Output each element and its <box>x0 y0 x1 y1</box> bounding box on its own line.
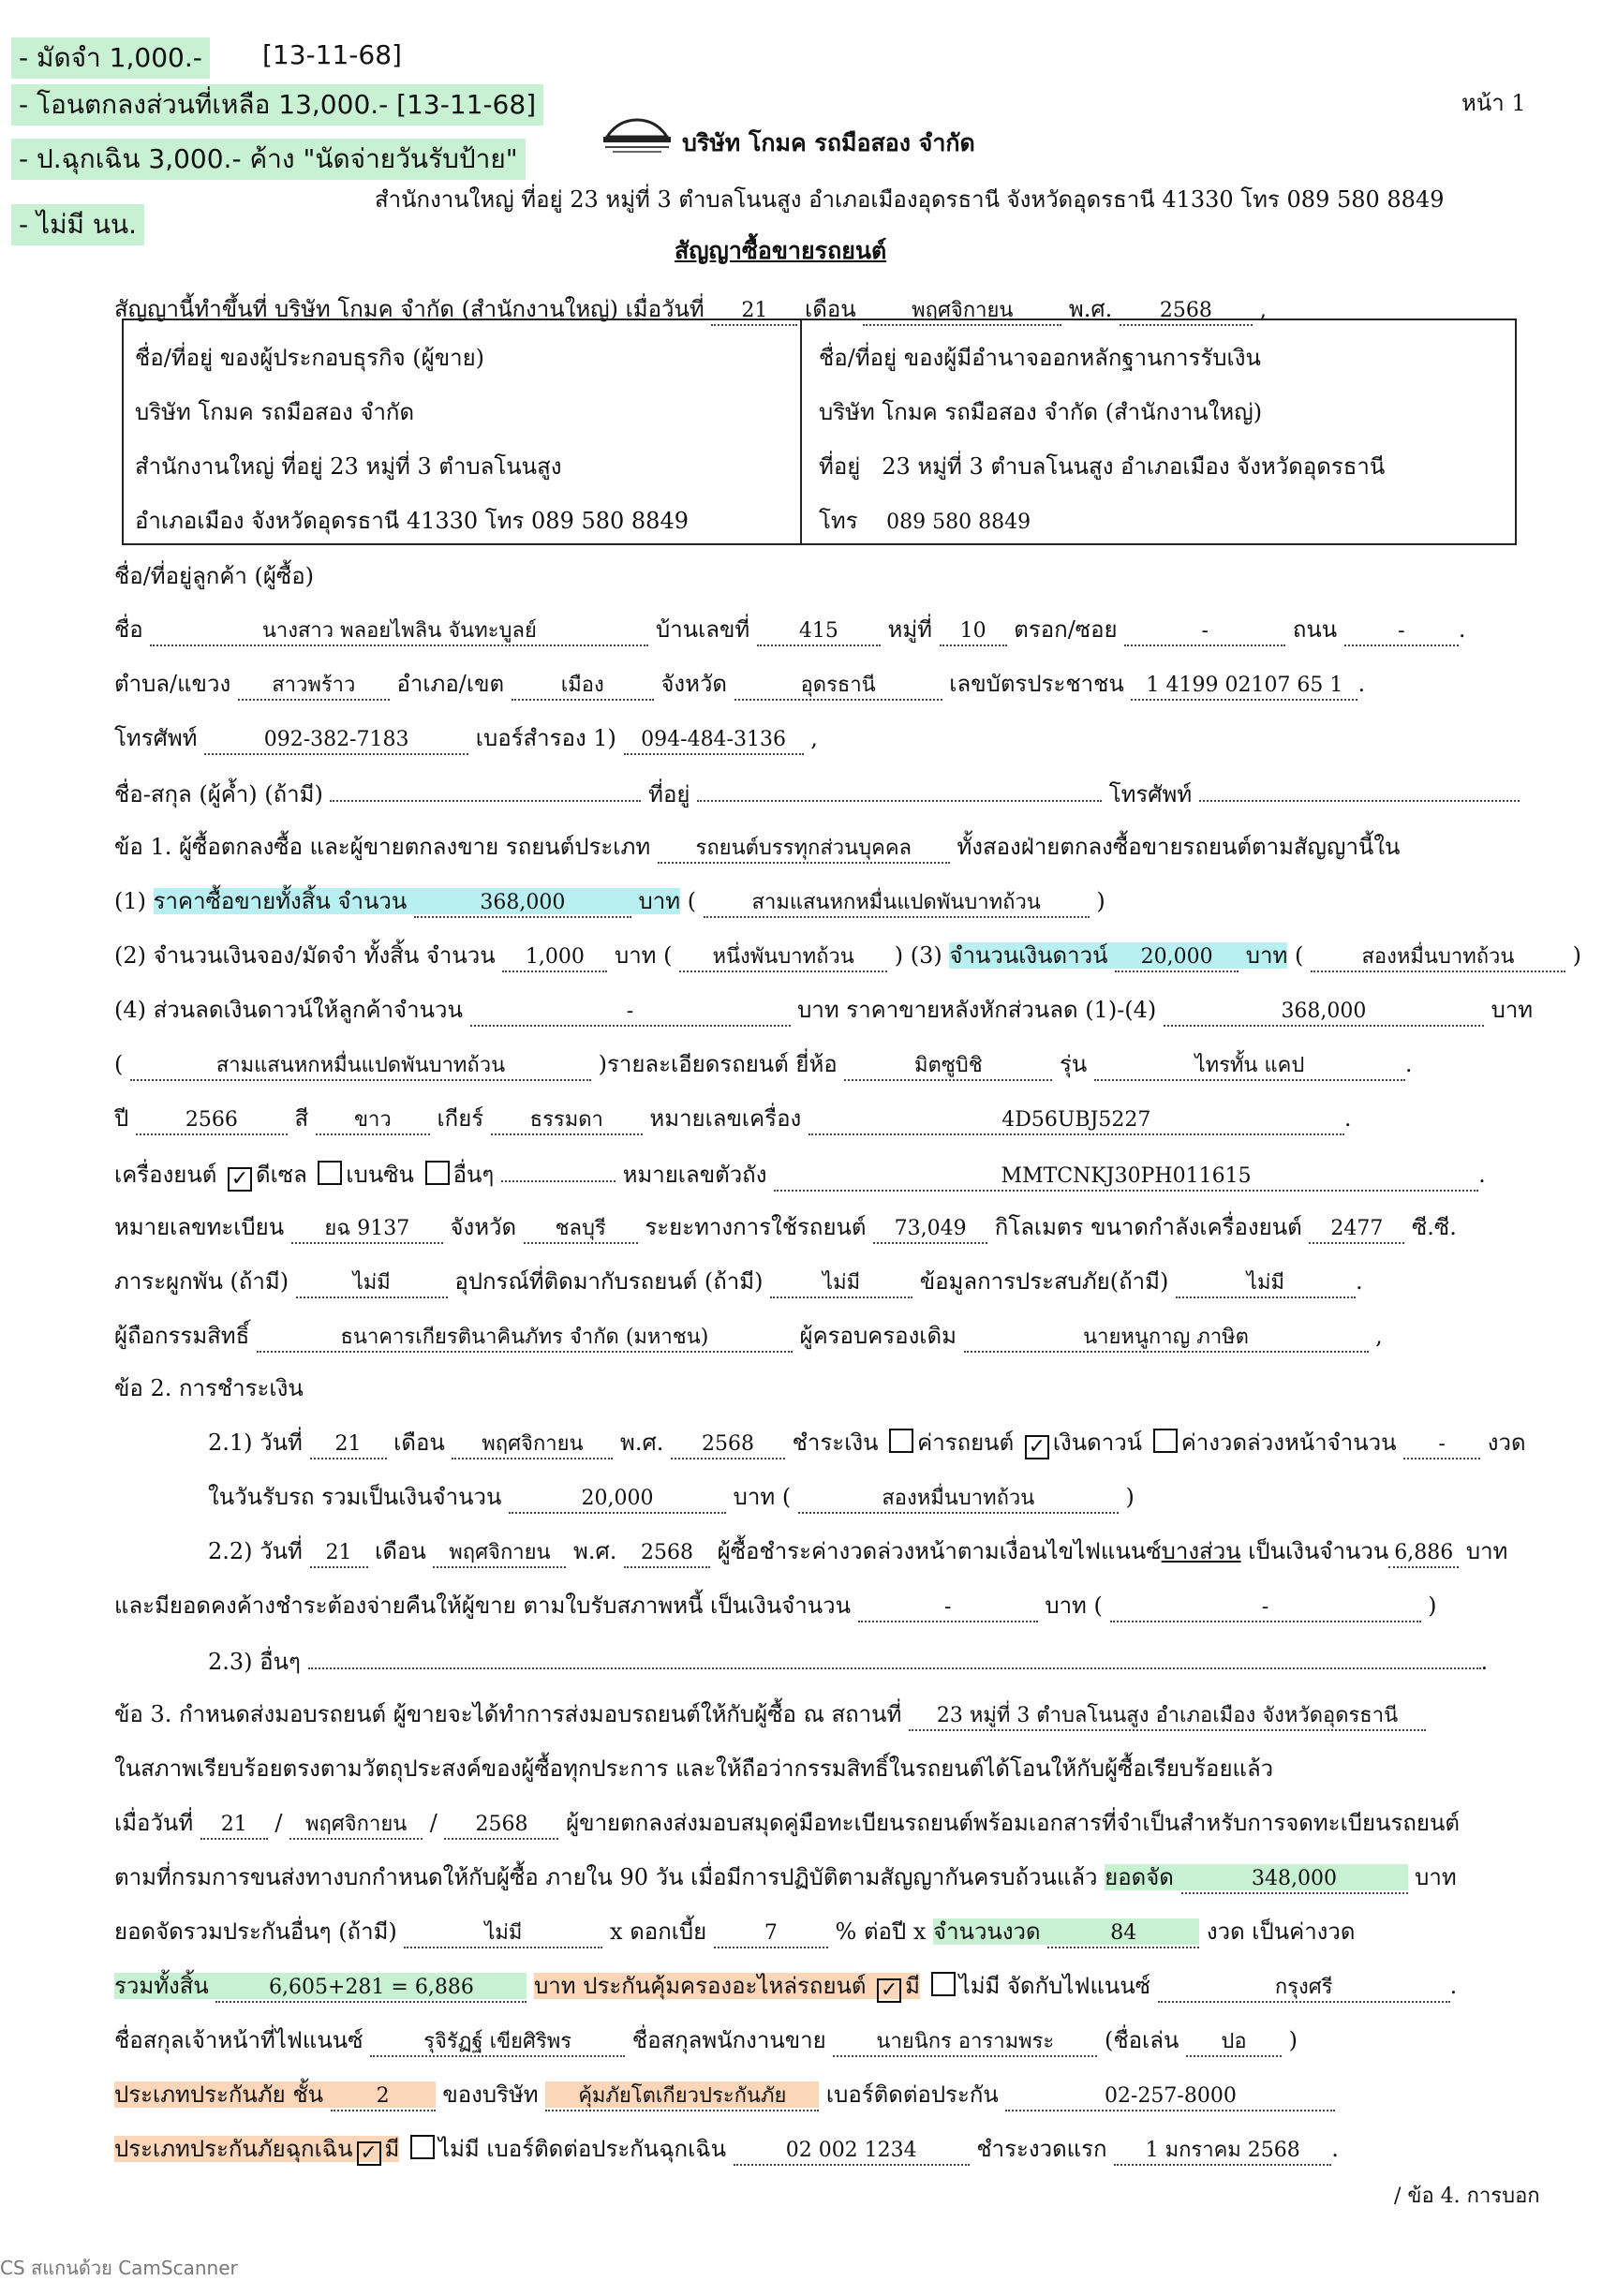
seller-line-3: อำเภอเมือง จังหวัดอุดรธานี 41330 โทร 089 580 8849 <box>135 508 689 534</box>
pay-advance-checkbox[interactable] <box>1153 1429 1178 1453</box>
clause3-line-9: ประเภทประกันภัยฉุกเฉิน ✓ มี ไม่มี เบอร์ติดต่อประกันฉุกเฉิน 02 002 1234 ชำระงวดแรก 1 มกราคม 2568 . <box>114 2136 1339 2165</box>
clause2-line-1: 2.1) วันที่ 21 เดือน พฤศจิกายน พ.ศ. 2568 ชำระเงิน ค่ารถยนต์ ✓ เงินดาวน์ ค่างวดล่วงหน้าจำนวน - งวด <box>208 1429 1526 1459</box>
clause3-line-7: ชื่อสกุลเจ้าหน้าที่ไฟแนนซ์ รุจิรัฏฐ์ เขียศิริพร ชื่อสกุลพนักงานขาย นายนิกร อารามพระ (ชื่อเล่น ปอ ) <box>114 2022 1298 2058</box>
clause1-car-line: ( สามแสนหกหมื่นแปดพันบาทถ้วน )รายละเอียดรถยนต์ ยี่ห้อ มิตซูบิชิ รุ่น ไทรทั้น แคป . <box>114 1045 1413 1082</box>
customer-line-2: ตำบล/แขวง สาวพร้าว อำเภอ/เขต เมือง จังหวัด อุดรธานี เลขบัตรประชาชน 1 4199 02107 65 1 . <box>114 665 1365 702</box>
seller-receipt-box <box>122 318 1517 545</box>
emergency-insurance-yes-checkbox[interactable]: ✓ <box>357 2141 381 2166</box>
receipt-line-1: บริษัท โกมค รถมือสอง จำกัด (สำนักงานใหญ่) <box>819 399 1263 425</box>
page-number: หน้า 1 <box>1461 90 1526 116</box>
document-title: สัญญาซื้อขายรถยนต์ <box>675 237 887 264</box>
parts-insurance-no-checkbox[interactable] <box>931 1972 956 1996</box>
parts-insurance-yes-checkbox[interactable]: ✓ <box>877 1978 901 2003</box>
receipt-heading: ชื่อ/ที่อยู่ ของผู้มีอำนาจออกหลักฐานการรับเงิน <box>819 345 1261 371</box>
clause1-engine-line: เครื่องยนต์ ✓ ดีเซล เบนซิน อื่นๆ หมายเลขตัวถัง MMTCNKJ30PH011615 . <box>114 1154 1486 1192</box>
seller-line-2: สำนักงานใหญ่ ที่อยู่ 23 หมู่ที่ 3 ตำบลโนนสูง <box>135 453 562 480</box>
customer-line-1: ชื่อ นางสาว พลอยไพลิน จันทะบูลย์ บ้านเลขที่ 415 หมู่ที่ 10 ตรอก/ซอย - ถนน - . <box>114 611 1465 647</box>
customer-heading: ชื่อ/ที่อยู่ลูกค้า (ผู้ซื้อ) <box>114 563 314 589</box>
handnote-3: - ป.ฉุกเฉิน 3,000.- ค้าง "นัดจ่ายวันรับป้าย" <box>11 139 526 180</box>
company-address: สำนักงานใหญ่ ที่อยู่ 23 หมู่ที่ 3 ตำบลโนนสูง อำเภอเมืองอุดรธานี จังหวัดอุดรธานี 41330 โทร 089 580 8849 <box>375 186 1445 213</box>
clause2-line-1b: ในวันรับรถ รวมเป็นเงินจำนวน 20,000 บาท ( สองหมื่นบาทถ้วน ) <box>208 1478 1135 1515</box>
clause3-line-6: รวมทั้งสิ้น 6,605+281 = 6,886 บาท ประกันคุ้มครองอะไหล่รถยนต์ ✓ มี ไม่มี จัดกับไฟแนนซ์ กรุงศรี . <box>114 1973 1458 2002</box>
intro-line: สัญญานี้ทำขึ้นที่ บริษัท โกมค จำกัด (สำนักงานใหญ่) เมื่อวันที่ 21 เดือน พฤศจิกายน พ.ศ. 2568 , <box>114 290 1267 327</box>
clause2-line-2: 2.2) วันที่ 21 เดือน พฤศจิกายน พ.ศ. 2568 ผู้ซื้อชำระค่างวดล่วงหน้าตามเงื่อนไขไฟแนนซ์บางส่วน เป็นเงินจำนวน 6,886 บาท <box>208 1533 1507 1569</box>
guarantor-line: ชื่อ-สกุล (ผู้ค้ำ) (ถ้ามี) ที่อยู่ โทรศัพท์ <box>114 774 1520 812</box>
pay-down-checkbox[interactable]: ✓ <box>1025 1435 1049 1459</box>
diesel-checkbox[interactable]: ✓ <box>228 1167 252 1192</box>
seller-heading: ชื่อ/ที่อยู่ ของผู้ประกอบธุรกิจ (ผู้ขาย) <box>135 345 485 371</box>
clause1-year-line: ปี 2566 สี ขาว เกียร์ ธรรมดา หมายเลขเครื่อง 4D56UBJ5227 . <box>114 1100 1351 1136</box>
clause1-owner-line: ผู้ถือกรรมสิทธิ์ ธนาคารเกียรตินาคินภัทร จำกัด (มหาชน) ผู้ครอบครองเดิม นายหนูกาญ ภาษิต , <box>114 1317 1383 1354</box>
other-engine-checkbox[interactable] <box>425 1161 450 1185</box>
clause1-deposit-line: (2) จำนวนเงินจอง/มัดจำ ทั้งสิ้น จำนวน 1,000 บาท ( หนึ่งพันบาทถ้วน ) (3) จำนวนเงินดาวน์ 20,000 บาท ( สองหมื่นบาทถ้วน ) <box>114 937 1581 973</box>
clause2-line-2b: และมียอดคงค้างชำระต้องจ่ายคืนให้ผู้ขาย ตามใบรับสภาพหนี้ เป็นเงินจำนวน - บาท ( - ) <box>114 1587 1437 1623</box>
clause3-line-2: ในสภาพเรียบร้อยตรงตามวัตถุประสงค์ของผู้ซื้อทุกประการ และให้ถือว่ากรรมสิทธิ์ในรถยนต์ได้โอนให้กับผู้ซื้อเรียบร้อยแล้ว <box>114 1755 1274 1782</box>
customer-line-3: โทรศัพท์ 092-382-7183 เบอร์สำรอง 1) 094-484-3136 , <box>114 719 818 756</box>
clause3-line-8: ประเภทประกันภัย ชั้น 2 ของบริษัท คุ้มภัยโตเกียวประกันภัย เบอร์ติดต่อประกัน 02-257-8000 <box>114 2076 1335 2112</box>
handnote-2: - โอนตกลงส่วนที่เหลือ 13,000.- [13-11-68] <box>11 84 543 126</box>
clause1-line-1: ข้อ 1. ผู้ซื้อตกลงซื้อ และผู้ขายตกลงขาย รถยนต์ประเภท รถยนต์บรรทุกส่วนบุคคล ทั้งสองฝ่ายตกลงซื้อขายรถยนต์ตามสัญญานี้ใน <box>114 828 1400 865</box>
clause3-line-4: ตามที่กรมการขนส่งทางบกกำหนดให้กับผู้ซื้อ ภายใน 90 วัน เมื่อมีการปฏิบัติตามสัญญากันครบถ้วนแล้ว ยอดจัด 348,000 บาท <box>114 1859 1457 1895</box>
clause2-heading: ข้อ 2. การชำระเงิน <box>114 1375 304 1401</box>
clause2-line-3: 2.3) อื่นๆ . <box>208 1641 1488 1680</box>
benzin-checkbox[interactable] <box>318 1161 342 1185</box>
emergency-insurance-no-checkbox[interactable] <box>410 2135 435 2159</box>
handnote-4: - ไม่มี นน. <box>11 204 144 245</box>
clause3-line-5: ยอดจัดรวมประกันอื่นๆ (ถ้ามี) ไม่มี x ดอกเบี้ย 7 % ต่อปี x จำนวนงวด 84 งวด เป็นค่างวด <box>114 1913 1355 1949</box>
company-logo-icon <box>600 112 675 156</box>
pay-car-checkbox[interactable] <box>889 1429 913 1453</box>
clause1-plate-line: หมายเลขทะเบียน ยฉ 9137 จังหวัด ชลบุรี ระยะทางการใช้รถยนต์ 73,049 กิโลเมตร ขนาดกำลังเครื่องยนต์ 2477 ซี.ซี. <box>114 1208 1457 1245</box>
seller-line-1: บริษัท โกมค รถมือสอง จำกัด <box>135 399 415 425</box>
company-name: บริษัท โกมค รถมือสอง จำกัด <box>682 129 975 156</box>
clause3-line-1: ข้อ 3. กำหนดส่งมอบรถยนต์ ผู้ขายจะได้ทำการส่งมอบรถยนต์ให้กับผู้ซื้อ ณ สถานที่ 23 หมู่ที่ 3 ตำบลโนนสูง อำเภอเมือง จังหวัดอุดรธานี <box>114 1696 1426 1732</box>
handnote-1: - มัดจำ 1,000.- <box>11 37 210 79</box>
clause1-discount-line: (4) ส่วนลดเงินดาวน์ให้ลูกค้าจำนวน - บาท ราคาขายหลังหักส่วนลด (1)-(4) 368,000 บาท <box>114 991 1533 1028</box>
scanner-watermark: CS สแกนด้วย CamScanner <box>0 2257 238 2279</box>
clause1-lien-line: ภาระผูกพัน (ถ้ามี) ไม่มี อุปกรณ์ที่ติดมากับรถยนต์ (ถ้ามี) ไม่มี ข้อมูลการประสบภัย(ถ้ามี) ไม่มี . <box>114 1263 1363 1299</box>
clause3-line-3: เมื่อวันที่ 21 / พฤศจิกายน / 2568 ผู้ขายตกลงส่งมอบสมุดคู่มือทะเบียนรถยนต์พร้อมเอกสารที่จำเป็นสำหรับการจดทะเบียนรถยนต์ <box>114 1804 1460 1841</box>
receipt-address: ที่อยู่ 23 หมู่ที่ 3 ตำบลโนนสูง อำเภอเมือง จังหวัดอุดรธานี <box>819 453 1386 480</box>
next-clause-ref: / ข้อ 4. การบอก <box>1394 2185 1540 2208</box>
handnote-1-date: [13-11-68] <box>262 39 402 70</box>
clause1-price-line: (1) ราคาซื้อขายทั้งสิ้น จำนวน 368,000 บาท ( สามแสนหกหมื่นแปดพันบาทถ้วน ) <box>114 882 1105 919</box>
receipt-tel: โทร 089 580 8849 <box>819 508 1031 534</box>
